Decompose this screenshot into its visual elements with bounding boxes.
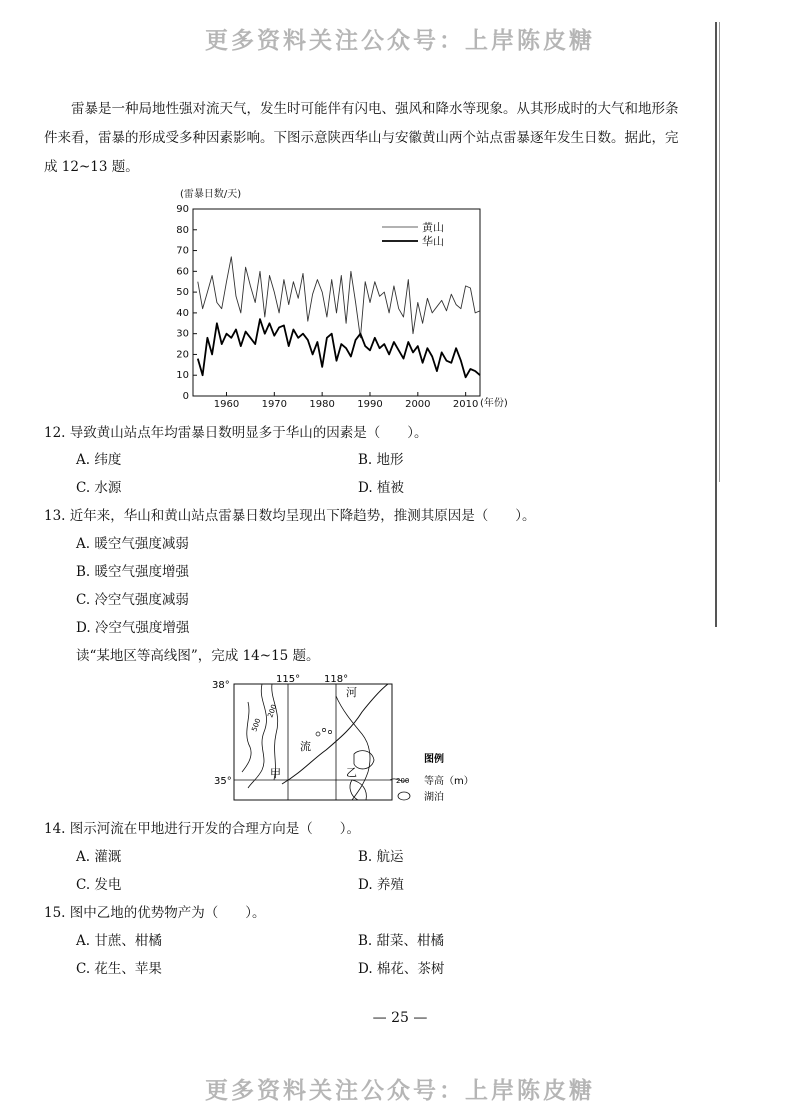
lake-shape [354, 751, 374, 769]
mountain-region [350, 780, 366, 800]
lake-dot [328, 730, 331, 733]
q15-stem: 15. 图中乙地的优势物产为（ ）。 [44, 905, 266, 921]
chart-xlabel: (年份) [480, 398, 508, 409]
q14-option-b: B. 航运 [358, 849, 404, 865]
legend-contour-label: 等高（m） [424, 776, 474, 787]
q13-option-c: C. 冷空气强度减弱 [76, 592, 189, 608]
x-tick-label: 1960 [213, 399, 240, 410]
x-tick-label: 1980 [309, 399, 335, 410]
q14-stem: 14. 图示河流在甲地进行开发的合理方向是（ ）。 [44, 821, 361, 837]
y-tick-label: 70 [176, 245, 189, 257]
q15-option-a: A. 甘蔗、柑橘 [76, 933, 162, 949]
contour-inner-line [242, 702, 251, 772]
q15-option-b: B. 甜菜、柑橘 [358, 933, 445, 949]
legend-contour-value: 200 [396, 777, 410, 785]
y-tick-label: 90 [176, 204, 189, 215]
place-yi: 乙 [346, 766, 357, 779]
page-number: — 25 — [372, 1010, 428, 1026]
x-tick-label: 2000 [405, 399, 431, 410]
y-tick-label: 50 [176, 287, 189, 299]
contour-200-line [272, 684, 278, 780]
lat-38-label: 38° [212, 680, 230, 691]
y-tick-label: 30 [176, 328, 189, 340]
legend-title: 图例 [424, 754, 444, 765]
q15-option-d: D. 棉花、茶树 [358, 961, 445, 977]
series-line-huashan [198, 319, 480, 377]
lon-115-label: 115° [276, 674, 301, 685]
page-edge-line [715, 22, 717, 627]
intro-paragraph: 雷暴是一种局地性强对流天气，发生时可能伴有闪电、强风和降水等现象。从其形成时的大气和地形条件来看，雷暴的形成受多种因素影响。下图示意陕西华山与安徽黄山两个站点雷暴逐年发生日数。据此，完成 12~13 题。 [44, 101, 679, 175]
legend-label-huangshan: 黄山 [422, 221, 444, 234]
legend-lake-symbol [398, 792, 410, 800]
lat-35-label: 35° [214, 776, 232, 787]
place-jia: 甲 [270, 767, 281, 780]
y-tick-label: 60 [176, 266, 189, 278]
q14-option-d: D. 养殖 [358, 877, 404, 893]
q14-option-a: A. 灌溉 [76, 849, 122, 865]
contour-500-label: 500 [250, 717, 263, 733]
q13-option-b: B. 暖空气强度增强 [76, 564, 190, 580]
contour-200-label-west: 200 [266, 703, 279, 719]
watermark-top: 更多资料关注公众号：上岸陈皮糖 [205, 28, 595, 54]
x-tick-label: 1970 [261, 399, 288, 410]
y-tick-label: 10 [176, 370, 189, 382]
watermark-bottom: 更多资料关注公众号：上岸陈皮糖 [205, 1078, 595, 1104]
legend-lake-label: 湖泊 [424, 792, 444, 803]
river-label-he: 河 [346, 686, 357, 699]
q13-stem: 13. 近年来，华山和黄山站点雷暴日数均呈现出下降趋势，推测其原因是（ ）。 [44, 508, 536, 524]
river-label-liu: 流 [300, 740, 311, 753]
y-tick-label: 80 [176, 224, 189, 236]
contour-500-line [248, 684, 267, 788]
thunderstorm-chart [160, 185, 510, 410]
x-tick-label: 1990 [357, 399, 383, 410]
lake-dot [322, 728, 325, 731]
lake-dot [316, 732, 320, 736]
x-tick-label: 2010 [452, 399, 479, 410]
lon-118-label: 118° [324, 674, 349, 685]
q12-stem: 12. 导致黄山站点年均雷暴日数明显多于华山的因素是（ ）。 [44, 425, 428, 441]
q13-option-d: D. 冷空气强度增强 [76, 620, 190, 636]
chart-ylabel: (雷暴日数/天) [180, 189, 242, 200]
y-tick-label: 0 [182, 391, 189, 402]
y-tick-label: 20 [176, 349, 189, 361]
q13-option-a: A. 暖空气强度减弱 [76, 536, 189, 552]
y-tick-label: 40 [176, 307, 189, 319]
river-line [336, 696, 370, 800]
q12-option-c: C. 水源 [76, 480, 122, 496]
legend-label-huashan: 华山 [422, 235, 444, 248]
map-frame [234, 684, 392, 800]
q12-option-d: D. 植被 [358, 480, 404, 496]
contour-map [212, 672, 492, 807]
q12-option-b: B. 地形 [358, 452, 404, 468]
coastline [282, 684, 388, 784]
page-edge-line-thin [719, 22, 720, 482]
map-intro: 读“某地区等高线图”，完成 14~15 题。 [76, 648, 320, 664]
q14-option-c: C. 发电 [76, 877, 122, 893]
q15-option-c: C. 花生、苹果 [76, 961, 162, 977]
q12-option-a: A. 纬度 [76, 452, 122, 468]
series-line-huangshan [198, 257, 480, 338]
chart-legend [382, 220, 444, 248]
